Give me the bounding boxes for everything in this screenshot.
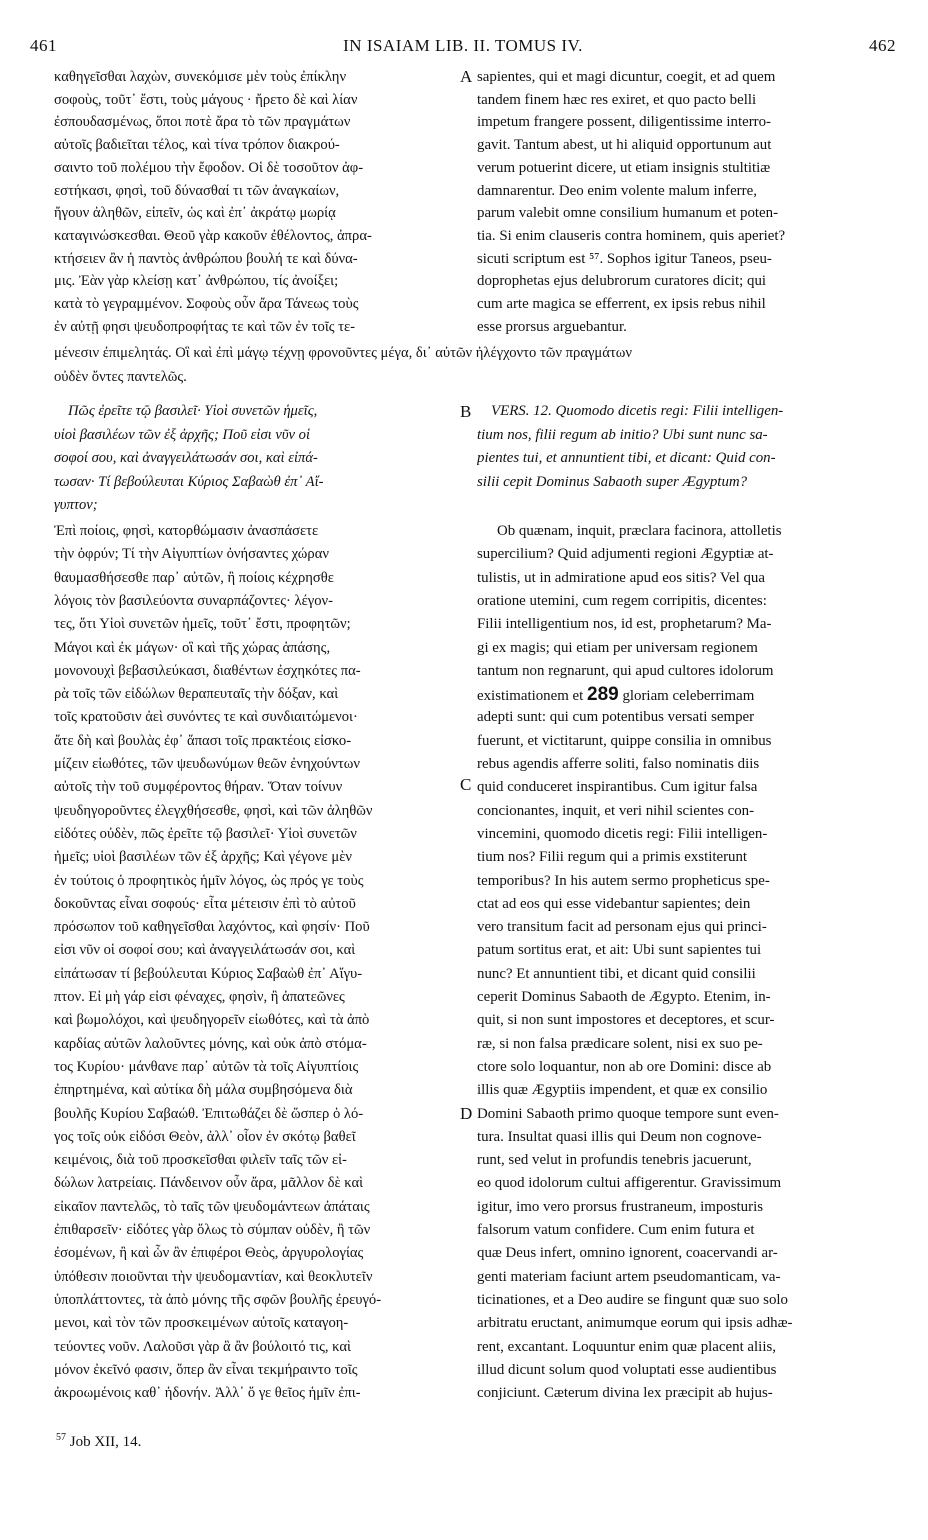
greek-line: ἤγουν ἀληθῶν, εἰπεῖν, ὡς καὶ ἐπ᾽ ἀκράτῳ μωρίᾳ (54, 205, 336, 222)
latin-line: genti materiam faciunt artem pseudomanticam, va- (477, 1268, 781, 1285)
greek-line: δώλων λατρείαις. Πάνδεινον οὖν ἄρα, μᾶλλον δὲ καὶ (54, 1175, 364, 1192)
footnote-text: Job XII, 14. (66, 1434, 142, 1450)
latin-line: arbitratu eructant, animumque eorum qui ipsis adhæ- (477, 1315, 793, 1332)
greek-line: ὑποπλάττοντες, τὰ ἀπὸ μόνης τῆς σφῶν βουλῆς ἐρευγό- (54, 1291, 382, 1308)
greek-line: σαιντο τοῦ πολέμου τὴν ἔφοδον. Οἱ δὲ τοσοῦτον ἀφ- (54, 159, 364, 176)
column-number: 289 (587, 684, 619, 706)
latin-line: quit, si non sunt impostores et deceptores, et scur- (477, 1012, 775, 1029)
greek-line: γος τοῖς οὐκ εἰδόσι Θεὸν, ἀλλ᾽ οἷον ἐν σκότῳ βαθεῖ (54, 1128, 356, 1145)
greek-line: εστήκασι, φησὶ, τοῦ δύνασθαί τι τῶν ἀναγκαίων, (54, 182, 340, 199)
latin-line: ticinationes, et a Deo audire se fingunt quæ suo solo (477, 1291, 788, 1308)
greek-line: τὴν ὀφρύν; Τί τὴν Αἰγυπτίων ὀνήσαντες χώραν (54, 546, 329, 563)
greek-line: σοφοὺς, τοῦτ᾽ ἔστι, τοὺς μάγους · ἤρετο δὲ καὶ λίαν (54, 91, 358, 108)
latin-text: gloriam celeberrimam (618, 688, 755, 705)
latin-line: cum arte magica se efferrent, ex ipsis rebus nihil (477, 296, 766, 312)
section-marker-d: D (460, 1104, 473, 1123)
latin-line: damnarentur. Deo enim volente malum inferre, (477, 182, 757, 199)
latin-line: sicuti scriptum est ⁵⁷. Sophos igitur Taneos, pseu- (477, 250, 772, 267)
greek-line: Ἐπὶ ποίοις, φησὶ, κατορθώμασιν ἀνασπάσετε (54, 523, 319, 539)
latin-line: adepti sunt: qui cum potentibus versati semper (477, 709, 755, 726)
greek-line: καρδίας αὐτῶν λαλοῦντες μόνης, καὶ οὐκ ἀπὸ στόμα- (54, 1035, 367, 1052)
greek-line: εἰδότες οὐδὲν, πῶς ἐρεῖτε τῷ βασιλεῖ· Υἱοὶ συνετῶν (54, 825, 357, 842)
greek-line: εἰκαῖον παντελῶς, τὸ ταῖς τῶν ψευδομάντεων ἀπάταις (54, 1198, 370, 1215)
latin-line: falsorum vatum confidere. Cum enim futura et (477, 1222, 755, 1238)
greek-line: βουλῆς Κυρίου Σαβαώθ. Ἐπιτωθάζει δὲ ὥσπερ ὁ λό- (54, 1105, 364, 1122)
latin-line: parum valebit omne consilium humanum et poten- (477, 205, 779, 222)
greek-line: ἡμεῖς; υἱοὶ βασιλέων τῶν ἐξ ἀρχῆς; Καὶ γέγονε μὲν (54, 849, 352, 866)
greek-line: ἐν τούτοις ὁ προφητικὸς ἡμῖν λόγος, ὡς πρός γε τοὺς (54, 872, 364, 889)
running-header (30, 36, 896, 58)
latin-line: patum sortitus erat, et ait: Ubi sunt sapientes tui (477, 942, 762, 959)
greek-verse-line: υἱοὶ βασιλέων τῶν ἐξ ἀρχῆς; Ποῦ εἰσι νῦν οἱ (54, 426, 311, 443)
latin-line: eo quod idolorum cultui affigerentur. Gravissimum (477, 1175, 782, 1192)
greek-line: αὐτοῖς τὴν τοῦ συμφέροντος θήραν. Ὅταν τοίνυν (54, 779, 343, 796)
greek-line: μόνον ἐκεῖνό φασιν, ὅπερ ἂν εἶναι τεκμήραιντο τοῖς (54, 1361, 358, 1378)
latin-line: gavit. Tantum abest, ut hi aliquid opportunum aut (477, 137, 772, 154)
footnote (56, 1432, 141, 1451)
latin-line: concionantes, inquit, et veri nihil scientes con- (477, 802, 755, 819)
latin-line: Filii intelligentium nos, id est, prophetarum? Ma- (477, 616, 772, 633)
greek-line: μις. Ἐὰν γὰρ κλείσῃ κατ᾽ ἀνθρώπου, τίς ἀνοίξει; (54, 273, 339, 290)
latin-line: illis quæ Ægyptiis impendent, et quæ ex consilio (477, 1082, 768, 1099)
greek-line: μένεσιν ἐπιμελητάς. Οἳ καὶ ἐπὶ μάγῳ τέχνῃ φρονοῦντες μέγα, δι᾽ αὐτῶν ἠλέγχοντο τῶν πραγμάτων (54, 345, 632, 361)
greek-line: μίζειν εἰωθότες, τῶν ψευδωνύμων θεῶν ἐνηχούντων (54, 756, 360, 772)
greek-line: πρόσωπον τοῦ καθηγεῖσθαι λαχόντος, καὶ φησίν· Ποῦ (54, 919, 370, 936)
latin-line: ceperit Dominus Sabaoth de Ægypto. Etenim, in- (477, 989, 771, 1005)
greek-line: κειμένοις, διὰ τοῦ προσκεῖσθαι φιλεῖν ταῖς τῶν εἰ- (54, 1152, 347, 1169)
latin-verse-line: silii cepit Dominus Sabaoth super Ægyptum? (477, 473, 748, 490)
greek-line: τος Κυρίου· μάνθανε παρ᾽ αὐτῶν τὰ τοῖς Αἰγυπτίοις (54, 1058, 359, 1075)
latin-line: tium nos? Filii regum qui a primis exstiterunt (477, 849, 748, 866)
greek-line: ἐν αὐτῇ φησι ψευδοπροφήτας τε καὶ τῶν ἐν τοῖς τε- (54, 318, 356, 335)
latin-line: tia. Si enim clauseris contra hominem, quis aperiet? (477, 227, 786, 244)
section-marker-c: C (460, 775, 472, 794)
latin-line: quid conduceret inspirantibus. Cum igitur falsa (477, 779, 758, 796)
latin-line: esse prorsus arguebantur. (477, 318, 627, 335)
greek-verse-line: τωσαν· Τί βεβούλευται Κύριος Σαβαὼθ ἐπ᾽ Αἴ- (54, 473, 324, 490)
greek-line: τοῖς κρατοῦσιν ἀεὶ συνόντες τε καὶ συνδιαιτώμενοι· (54, 709, 358, 726)
greek-line: πτον. Εἰ μὴ γάρ εἰσι φέναχες, φησὶν, ἢ ἀπατεῶνες (54, 989, 345, 1005)
section-marker-b: B (460, 402, 472, 421)
greek-line: μενοι, καὶ τὸν τῶν προσκειμένων αὐτοῖς καταγοη- (54, 1315, 349, 1332)
greek-line: καθηγεῖσθαι λαχὼν, συνεκόμισε μὲν τοὺς ἐπίκλην (54, 69, 347, 85)
greek-line: ψευδηγοροῦντες ἐλεγχθήσεσθε, φησὶ, καὶ τῶν ἀληθῶν (54, 802, 373, 819)
greek-line: οὐδὲν ὄντες παντελῶς. (54, 369, 187, 385)
greek-line: ἐσομένων, ἢ καὶ ὧν ἂν ἐπιφέροι Θεὸς, ἀργυρολογίας (54, 1245, 364, 1262)
greek-line: δοκοῦντας εἶναι σοφούς· εἶτα μέτεισιν ἐπὶ τὸ αὐτοῦ (54, 895, 356, 912)
greek-line: κτήσειεν ἂν ἡ παντὸς ἀνθρώπου βουλή τε καὶ δύνα- (54, 250, 358, 267)
latin-line: tandem finem hæc res exiret, et quo pacto belli (477, 91, 757, 108)
greek-line: καταγινώσκεσθαι. Θεοῦ γὰρ κακοῦν ἐθέλοντος, ἀπρα- (54, 227, 372, 244)
greek-line: κατὰ τὸ γεγραμμένον. Σοφοὺς οὖν ἄρα Τάνεως τοὺς (54, 296, 359, 312)
greek-line: τεύοντες νοῦν. Λαλοῦσι γὰρ ἃ ἂν βούλοιτό τις, καὶ (54, 1338, 351, 1355)
latin-line: vero transitum facit ad personam ejus qui princi- (477, 919, 767, 936)
greek-line: ὑπόθεσιν ποιοῦνται τὴν ψευδομαντίαν, καὶ θεοκλυτεῖν (54, 1268, 373, 1285)
latin-line: tantum non regnarunt, qui apud cultores idolorum (477, 662, 774, 679)
greek-line: θαυμασθήσεσθε παρ᾽ αὐτῶν, ἢ ποίοις κέχρησθε (54, 569, 334, 586)
greek-line: τες, ὅτι Υἱοὶ συνετῶν ἡμεῖς, τοῦτ᾽ ἔστι, προφητῶν; (54, 616, 351, 633)
greek-line: ρὰ τοῖς τῶν εἰδώλων θεραπευταῖς τὴν δόξαν, καὶ (54, 686, 339, 703)
greek-line: εἰσι νῦν οἱ σοφοί σου; καὶ ἀναγγειλάτωσάν σοι, καὶ (54, 942, 356, 959)
latin-line: sapientes, qui et magi dicuntur, coegit, et ad quem (477, 69, 776, 85)
latin-line: oratione utemini, cum regem corripitis, dicentes: (477, 592, 767, 609)
footnote-number: 57 (56, 1432, 66, 1443)
latin-line: doprophetas ejus delubrorum curatores dicit; qui (477, 273, 767, 290)
latin-line: ctore solo loquantur, non ab ore Domini: disce ab (477, 1058, 772, 1075)
latin-line: quæ Deus infert, omnino ignorent, coacervandi ar- (477, 1245, 778, 1262)
latin-line: runt, sed velut in profundis tenebris jacuerunt, (477, 1152, 752, 1169)
latin-line: illud dicunt solum quod voluptati esse audientibus (477, 1361, 777, 1378)
greek-line: ἀκροωμένοις καθ᾽ ἡδονήν. Ἀλλ᾽ ὅ γε θεῖος ἡμῖν ἐπι- (54, 1385, 361, 1402)
greek-line: λόγοις τὸν βασιλεύοντα συναρπάζοντες· λέγον- (54, 592, 333, 609)
latin-line: verum potuerint dicere, ut etiam insignis stultitiæ (477, 159, 771, 176)
page-number-left: 461 (30, 36, 57, 55)
greek-verse-line: Πῶς ἐρεῖτε τῷ βασιλεῖ· Υἱοὶ συνετῶν ἡμεῖς, (68, 403, 318, 419)
latin-line: nunc? Et annuntient tibi, et dicant quid consilii (477, 965, 756, 982)
greek-line: ἐσπουδασμένως, ὅποι ποτὲ ἄρα τὸ τῶν πραγμάτων (54, 114, 351, 131)
greek-verse-line: σοφοί σου, καὶ ἀναγγειλάτωσάν σοι, καὶ εἰπά- (54, 450, 318, 466)
latin-line: igitur, imo vero prorsus frustraneum, imposturis (477, 1198, 764, 1215)
latin-line: impetum frangere possent, diligentissime interro- (477, 114, 772, 131)
latin-line: ctat ad eos qui esse videbantur sapientes; dein (477, 895, 751, 912)
page-number-right: 462 (869, 36, 896, 55)
section-marker-a: A (460, 67, 473, 86)
latin-line: rebus agendis afferre soliti, falso nominatis diis (477, 756, 760, 772)
greek-line: ἐπιθαρσεῖν· εἰδότες γὰρ ὅλως τὸ σύμπαν οὐδὲν, ἢ τῶν (54, 1222, 371, 1238)
latin-verse-line: tium nos, filii regum ab initio? Ubi sunt nunc sa- (477, 426, 768, 443)
latin-line: tulistis, ut in admiratione apud eos sitis? Vel qua (477, 569, 765, 586)
greek-line: εἰπάτωσαν τί βεβούλευται Κύριος Σαβαὼθ ἐπ᾽ Αἴγυ- (54, 965, 363, 982)
latin-line: Ob quænam, inquit, præclara facinora, attolletis (497, 523, 782, 539)
latin-line: supercilium? Quid adjumenti regioni Ægyptiæ at- (477, 546, 774, 563)
latin-verse-line: pientes tui, et annuntient tibi, et dicant: Quid con- (477, 450, 776, 466)
greek-verse-line: γυπτον; (54, 497, 98, 513)
greek-line: Μάγοι καὶ ἐκ μάγων· οἳ καὶ τῆς χώρας ἁπάσης, (54, 639, 331, 656)
greek-line: αὐτοῖς βαδιεῖται τέλος, καὶ τίνα τρόπον διακρού- (54, 137, 340, 154)
latin-line: temporibus? In his autem sermo propheticus spe- (477, 872, 770, 889)
latin-line: fuerunt, et victitarunt, quippe consilia in omnibus (477, 732, 772, 749)
latin-line: rent, excantant. Loquuntur enim quæ placent aliis, (477, 1338, 776, 1355)
latin-line-with-column-number (477, 683, 902, 706)
latin-line: conjiciunt. Cæterum divina lex præcipit ab hujus- (477, 1385, 773, 1402)
greek-line: μονονουχὶ βεβασιλεύκασι, διαθέντων ἐσχηκότες πα- (54, 662, 361, 679)
latin-line: tura. Insultat quasi illis qui Deum non cognove- (477, 1128, 762, 1145)
greek-line: καὶ βωμολόχοι, καὶ ψευδηγορεῖν εἰωθότες, καὶ τὰ ἀπὸ (54, 1012, 370, 1029)
running-title: IN ISAIAM LIB. II. TOMUS IV. (343, 36, 583, 55)
latin-line: vincemini, quomodo dicetis regi: Filii intelligen- (477, 825, 768, 842)
greek-line: ἅτε δὴ καὶ βουλὰς ἐφ᾽ ἅπασι τοῖς πρακτέοις εἰσκο- (54, 732, 352, 749)
latin-line: Domini Sabaoth primo quoque tempore sunt even- (477, 1105, 779, 1122)
greek-line: ἐπηρτημένα, καὶ αὐτίκα δὴ μάλα συμβησόμενα διὰ (54, 1082, 353, 1099)
latin-line: gi ex magis; qui etiam per universam regionem (477, 639, 758, 656)
latin-line: ræ, si non falsa prædicare solent, nisi ex suo pe- (477, 1035, 763, 1052)
latin-text: existimationem et (477, 688, 588, 705)
latin-verse-line: VERS. 12. Quomodo dicetis regi: Filii intelligen- (491, 403, 784, 419)
